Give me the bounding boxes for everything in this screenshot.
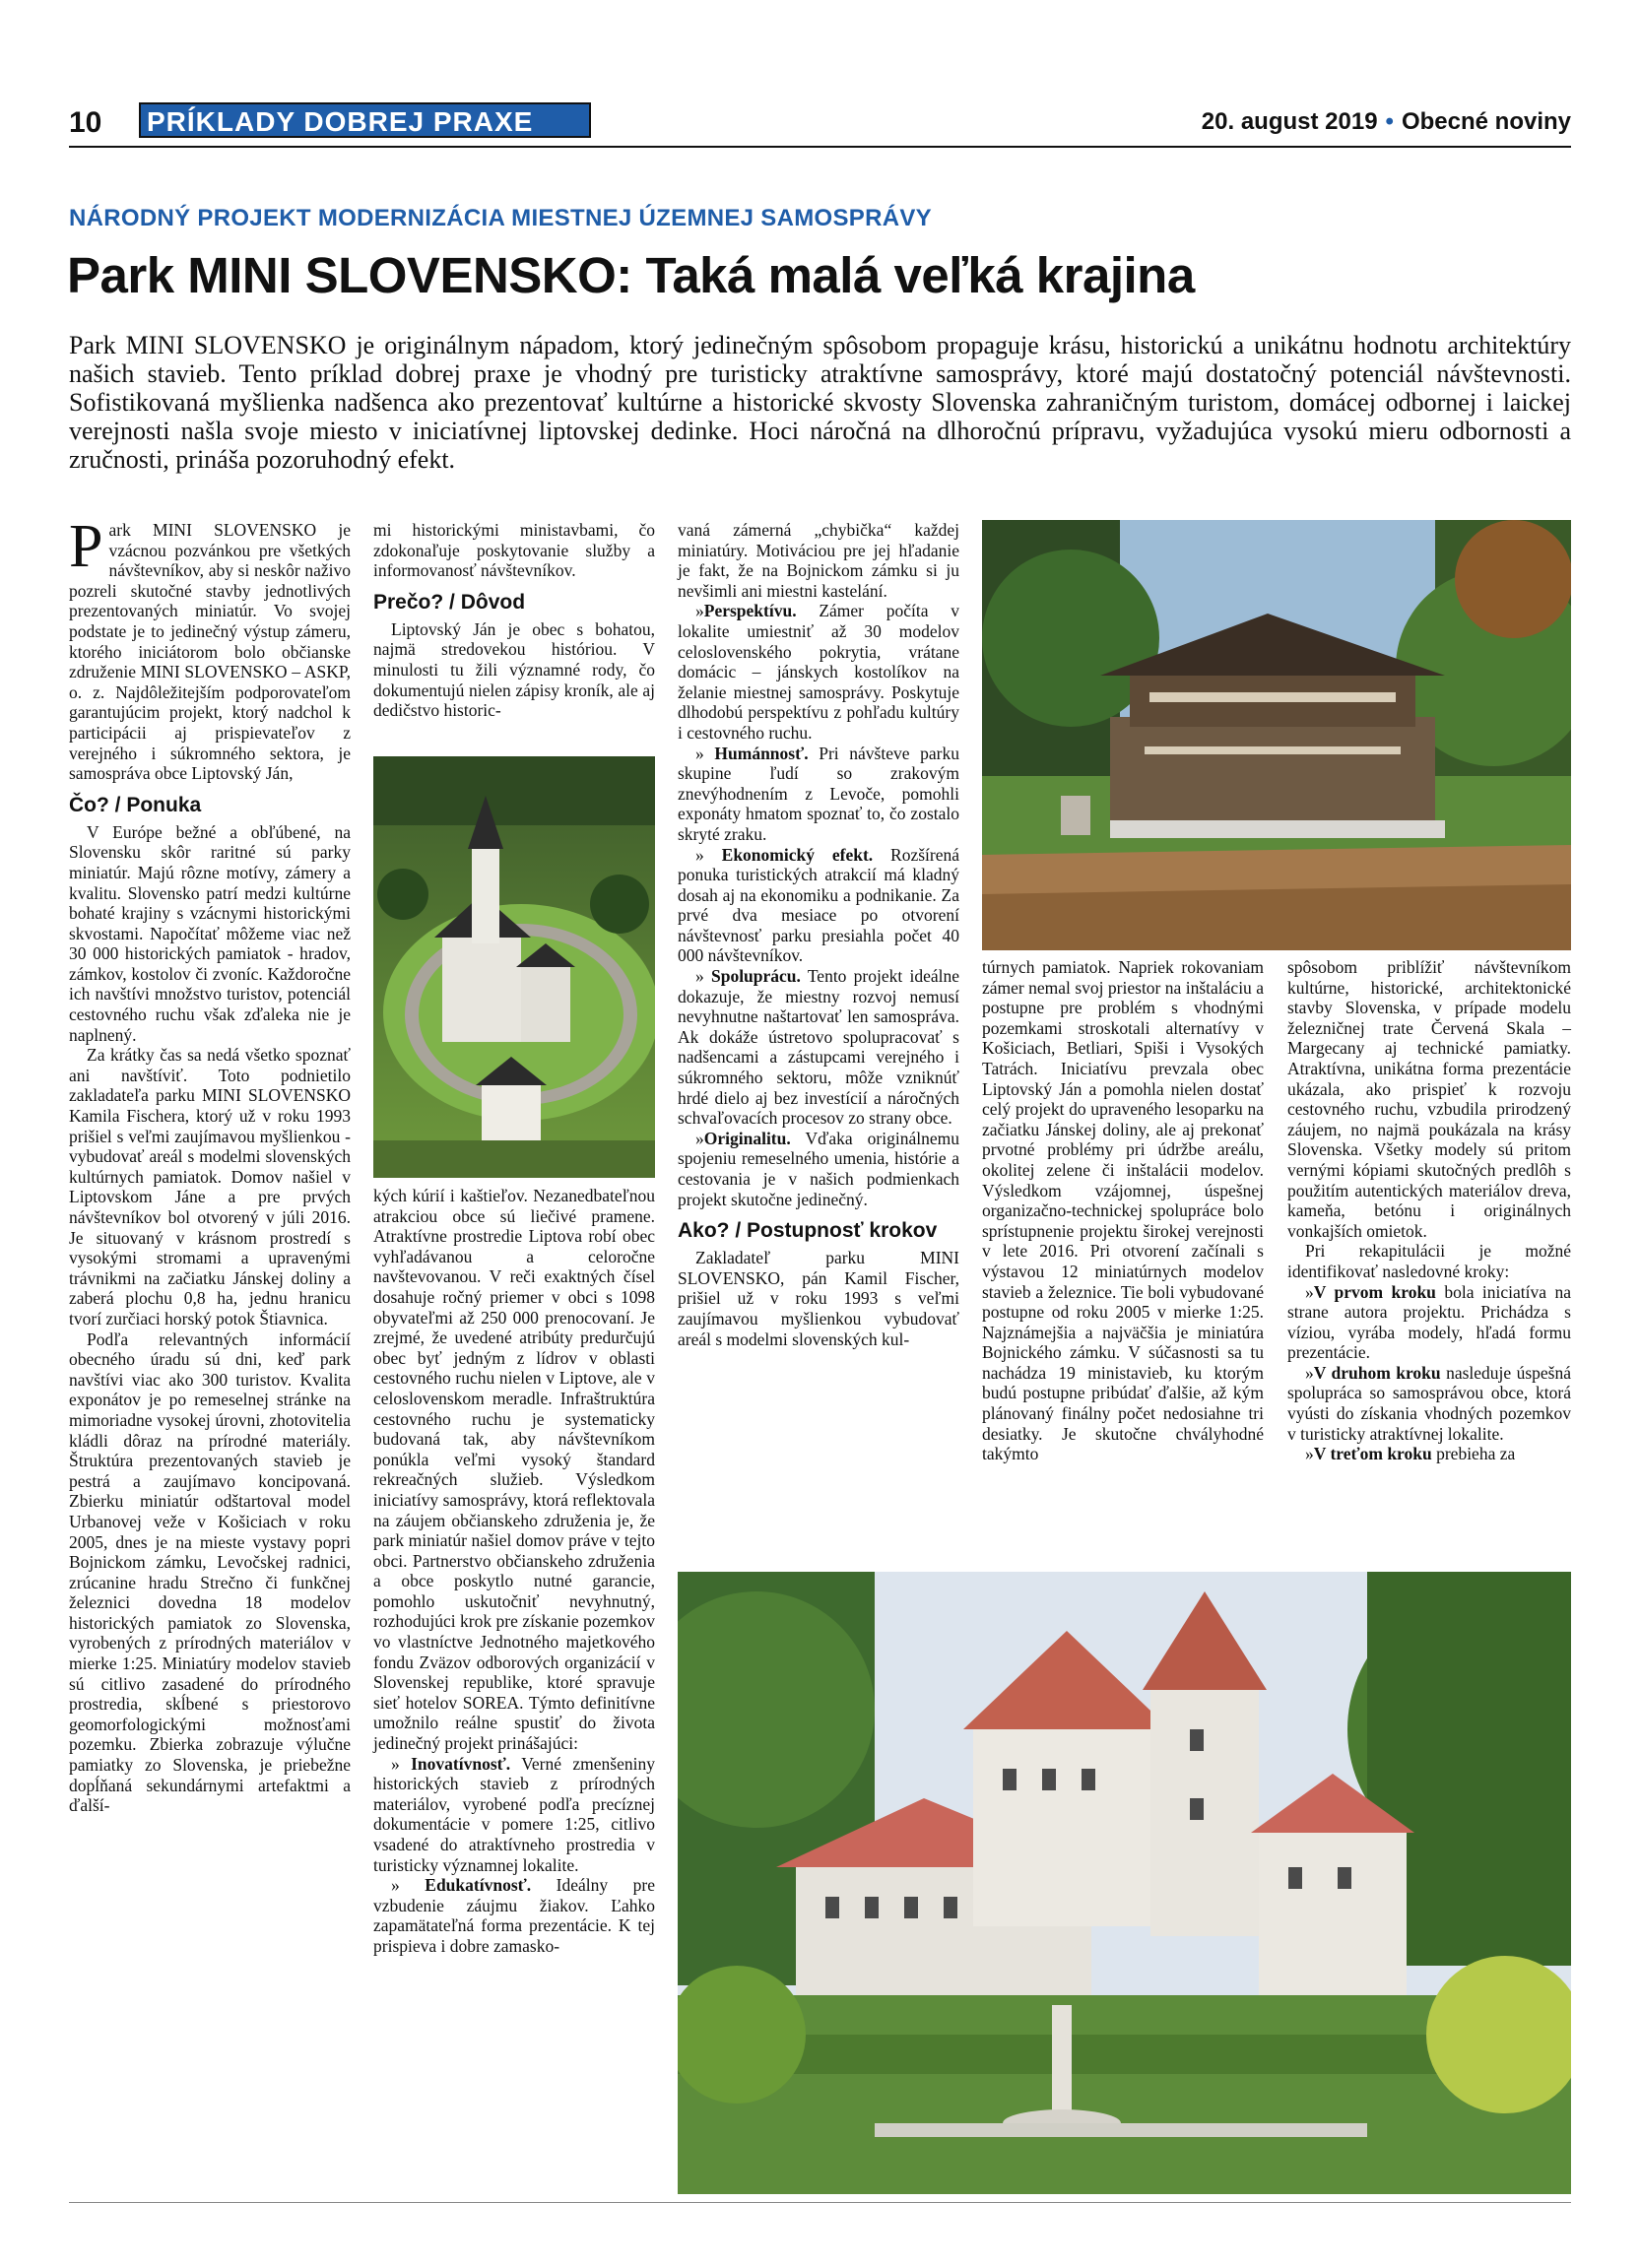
castle-miniature-image [678, 1572, 1571, 2194]
article-column-2-top [373, 520, 655, 721]
bullet-originalitu: »Originalitu. Vďaka originálnemu spojeniu remeselného umenia, histórie a cestovania je v našich podmienkach projekt skutočne jedinečný. [678, 1128, 959, 1209]
section-tag: PRÍKLADY DOBREJ PRAXE [139, 102, 591, 138]
church-miniature-image [373, 756, 655, 1178]
bullet-humannost: » Humánnosť. Pri návšteve parku skupine ľudí so zrakovým znevýhodnením z Levoče, pomohli exponáty hmatom spoznať to, čo zostalo skryté zraku. [678, 743, 959, 844]
bullet-edukativnost: » Edukatívnosť. Ideálny pre vzbudenie záujmu žiakov. Ľahko zapamätateľná forma prezentácie. K tej prispieva i dobre zamasko- [373, 1875, 656, 1956]
article-kicker: NÁRODNÝ PROJEKT MODERNIZÁCIA MIESTNEJ ÚZEMNEJ SAMOSPRÁVY [69, 205, 932, 231]
photo-castle-miniature [678, 1572, 1571, 2194]
article-headline: Park MINI SLOVENSKO: Taká malá veľká krajina [67, 247, 1195, 303]
issue-date: 20. august 2019 [1201, 108, 1378, 135]
paragraph: Park MINI SLOVENSKO je vzácnou pozvánkou pre všetkých návštevníkov, aby si neskôr naživo pozreli skutočné stavby jednotlivých prezentovaných miniatúr. Vo svojej podstate je to jedinečný výstup zámeru, ktorého iniciátorom bolo občianske združenie MINI SLOVENSKO – ASKP, o. z. Najdôležitejším podporovateľom garantujúcim projekt, ktorý nadchol k participácii aj prispievateľov z verejného i súkromného sektora, je samospráva obce Liptovský Ján, [69, 513, 351, 784]
article-column-3 [678, 520, 959, 1349]
separator-dot: • [1385, 108, 1394, 135]
paragraph: vaná zámerná „chybička“ každej miniatúry. Motiváciou pre jej hľadanie je fakt, že na Bojnickom zámku si ju nevšimli ani miestni kastelání. [678, 520, 959, 601]
bullet-perspektivu: »Perspektívu. Zámer počíta v lokalite umiestniť až 30 modelov celoslovenského pokrytia, vrátane domácic – jánskych kostolíkov na želanie miestnej samosprávy. Poskytuje dlhodobú perspektívu z pohľadu kultúry i cestovného ruchu. [678, 601, 959, 743]
footer-rule [69, 2202, 1571, 2203]
article-column-5 [1287, 957, 1571, 1464]
paragraph: Podľa relevantných informácií obecného úradu sú dni, keď park navštívi viac ako 300 turistov. Kvalita exponátov je po remeselnej stránke na mimoriadne vysokej úrovni, zhotovitelia kládli dôraz na prírodné materiály. Štruktúra prezentovaných stavieb je pestrá a zaujímavo koncipovaná. Zbierku miniatúr odštartoval model Urbanovej veže v Košiciach v roku 2005, dnes je na mieste vystavy popri Bojnickom zámku, Levočskej radnici, zrúcanine hradu Strečno či funkčnej železnici dovedna 18 modelov historických pamiatok zo Slovenska, vyrobených z prírodných materiálov v mierke 1:25. Miniatúry modelov stavieb sú citlivo zasadené do prírodného prostredia, skĺbené s priestorovo geomorfologickými možnosťami pozemku. Zbierka zobrazuje výlučne pamiatky zo Slovenska, je priebežne dopĺňaná sekundárnymi artefaktmi a ďalší- [69, 1328, 351, 1816]
article-column-4 [982, 957, 1264, 1464]
bullet-ekonomicky-efekt: » Ekonomický efekt. Rozšírená ponuka turistických atrakcií má kladný dosah aj na ekonomiku a podnikanie. Za prvé dva mesiace po otvorení návštevnosť parku presiahla počet 40 000 návštevníkov. [678, 844, 960, 966]
subheading-ako: Ako? / Postupnosť krokov [678, 1219, 938, 1243]
photo-church-miniature [373, 756, 655, 1178]
paragraph: spôsobom priblížiť návštevníkom kultúrne, historické, architektonické stavby Slovenska, v prípade modelu železničnej trate Červená Skala – Margecany aj technické pamiatky. Atraktívna, unikátna forma prezentácie ukázala, ako prispieť k rozvoju cestovného ruchu, vzbudila prirodzený záujem, no najmä poukázala na krásy Slovenska. Všetky modely sú pritom vernými kópiami skutočných predlôh s použitím autentických materiálov dreva, kameňa, betónu i originálnych vonkajších omietok. [1287, 957, 1571, 1241]
issue-info [1202, 108, 1571, 136]
article-column-2-bottom [373, 1186, 655, 1957]
subheading-preco: Prečo? / Dôvod [373, 590, 526, 614]
drop-cap: P [69, 513, 103, 580]
wooden-manor-image [982, 520, 1571, 950]
paragraph: Zakladateľ parku MINI SLOVENSKO, pán Kamil Fischer, prišiel už v roku 1993 s veľmi zaujímavou myšlienkou vybudovať areál s modelmi slovenských kul- [678, 1248, 959, 1349]
step-2: »V druhom kroku nasleduje úspešná spolupráca so samosprávou obce, ktorá vyústi do získania vhodných pozemkov v turisticky atraktívnej lokalite. [1287, 1362, 1571, 1444]
article-lead: Park MINI SLOVENSKO je originálnym nápadom, ktorý jedinečným spôsobom propaguje krásu, historickú a unikátnu hodnotu architektúry našich stavieb. Tento príklad dobrej praxe je vhodný pre turisticky atraktívne samosprávy, ktoré majú dostatočný potenciál návštevnosti. Sofistikovaná myšlienka nadšenca ako prezentovať kultúrne a historické skvosty Slovenska zahraničným turistom, domácej odbornej i laickej verejnosti našla svoje miesto v iniciatívnej liptovskej dedinke. Hoci náročná na dlhoročnú prípravu, vyžadujúca vysokú mieru odbornosti a zručnosti, prináša pozoruhodný efekt. [69, 331, 1571, 474]
paragraph: Za krátky čas sa nedá všetko spoznať ani navštíviť. Toto podnietilo zakladateľa parku MINI SLOVENSKO Kamila Fischera, ktorý už v roku 1993 prišiel s veľmi zaujímavou myšlienkou - vybudovať areál s modelmi slovenských kultúrnych pamiatok. Domov našiel v Liptovskom Jáne a pre prvých návštevníkov bol otvorený v júli 2016. Je situovaný v krásnom prostredí s vysokými stromami a upravenými trávnikmi na začiatku Jánskej doliny a zaberá plochu 0,8 ha, jednu hranicu tvorí zurčiaci horský potok Štiavnica. [69, 1045, 351, 1328]
paragraph: kých kúrií i kaštieľov. Nezanedbateľnou atrakciou obce sú liečivé pramene. Atraktívne prostredie Liptova robí obec vyhľadávanou a celoročne navštevovanou. V reči exaktných čísel dosahuje ročný priemer v obci s 1098 obyvateľmi až 250 000 prenocovaní. Je zrejmé, že uvedené atribúty predurčujú obec byť jedným z lídrov v oblasti cestovného ruchu nielen v Liptove, ale v celoslovenskom meradle. Infraštruktúra cestovného ruchu je systematicky budovaná tak, aby návštevníkom ponúkla veľmi vysoký štandard rekreačných služieb. Výsledkom iniciatívy samosprávy, ktorá reflektovala na záujem občianskeho združenia je, že park miniatúr našiel domov práve v tejto obci. Partnerstvo občianskeho združenia a obce poskytlo nutné garancie, pomohlo uskutočniť nevyhnutný, rozhodujúci krok pre získanie pozemkov vo vlastníctve Jednotného majetkového fondu Zväzov odborových organizácií v Slovenskej republike, ktoré spravuje sieť hotelov SOREA. Týmto definitívne umožnilo reálne spustiť do života jedinečný projekt prinášajúci: [373, 1186, 655, 1754]
paragraph: túrnych pamiatok. Napriek rokovaniam zámer nemal svoj priestor na inštaláciu a postupne pre problém s vhodnými pozemkami stroskotali alternatívy v Košiciach, Betliari, Spiši i Vysokých Tatrách. Iniciatívu prevzala obec Liptovský Ján a pomohla nielen dostať celý projekt do upraveného lesoparku na začiatku Jánskej doliny, ale aj prekonať prvotné problémy pri údržbe areálu, okolitej zelene či inštalácii modelov. Výsledkom vzájomnej, úspešnej organizačno-technickej spolupráce bolo sprístupnenie projektu širokej verejnosti v lete 2016. Pri otvorení začínali s výstavou 12 miniatúrnych modelov stavieb a železnice. Tie boli vybudované postupne od roku 2005 v mierke 1:25. Najznámejšia a najväčšia je miniatúra Bojnického zámku. V súčasnosti sa tu nachádza 19 ministavieb, ku ktorým budú postupne pribúdať ďalšie, až kým plánovaný finálny počet nedosiahne tri desiatky. Je skutočne chvályhodné takýmto [982, 957, 1264, 1464]
header-rule [69, 146, 1571, 148]
paragraph: Liptovský Ján je obec s bohatou, najmä stredovekou históriou. V minulosti tu žili významné rody, čo dokumentujú nielen zápisy kroník, ale aj dedičstvo historic- [373, 618, 655, 721]
paragraph: V Európe bežné a obľúbené, na Slovensku skôr raritné sú parky miniatúr. Majú rôzne motívy, zámery a kvalitu. Slovensko patrí medzi kultúrne bohaté krajiny s vzácnymi historickými skvostami. Napočítať môžeme viac než 30 000 historických pamiatok - hradov, zámkov, kostolov či zvoníc. Každoročne ich navštívi množstvo turistov, potenciál cestovného ruchu však zďaleka nie je naplnený. [69, 821, 351, 1045]
paragraph: mi historickými ministavbami, čo zdokonaľuje poskytovanie služby a informovanosť návštevníkov. [373, 520, 655, 581]
paragraph: Pri rekapitulácii je možné identifikovať nasledovné kroky: [1287, 1241, 1571, 1281]
subheading-co: Čo? / Ponuka [69, 793, 202, 816]
page-number: 10 [69, 106, 102, 139]
bullet-spolupracu: » Spoluprácu. Tento projekt ideálne dokazuje, že miestny rozvoj nemusí nevyhnutne naštartovať len samospráva. Ak dokáže ústretovo spolupracovať s nadšencami a zástupcami verejného i súkromného sektoru, môže vzniknúť hrdé dielo aj bez investícií a náročných schvaľovacích procesov zo strany obce. [678, 966, 959, 1129]
bullet-inovativnost: » Inovatívnosť. Verné zmenšeniny historických stavieb z prírodných materiálov, vyrobené podľa precíznej dokumentácie v pomere 1:25, citlivo vsadené do atraktívneho prostredia v turisticky významnej lokalite. [373, 1753, 655, 1875]
article-column-1 [69, 513, 351, 1816]
photo-wooden-manor [982, 520, 1571, 950]
step-1: »V prvom kroku bola iniciatíva na strane autora projektu. Prichádza s víziou, vyrába modely, hľadá formu prezentácie. [1287, 1281, 1571, 1363]
publication-name: Obecné noviny [1401, 108, 1571, 135]
step-3: »V treťom kroku prebieha za [1305, 1444, 1516, 1464]
